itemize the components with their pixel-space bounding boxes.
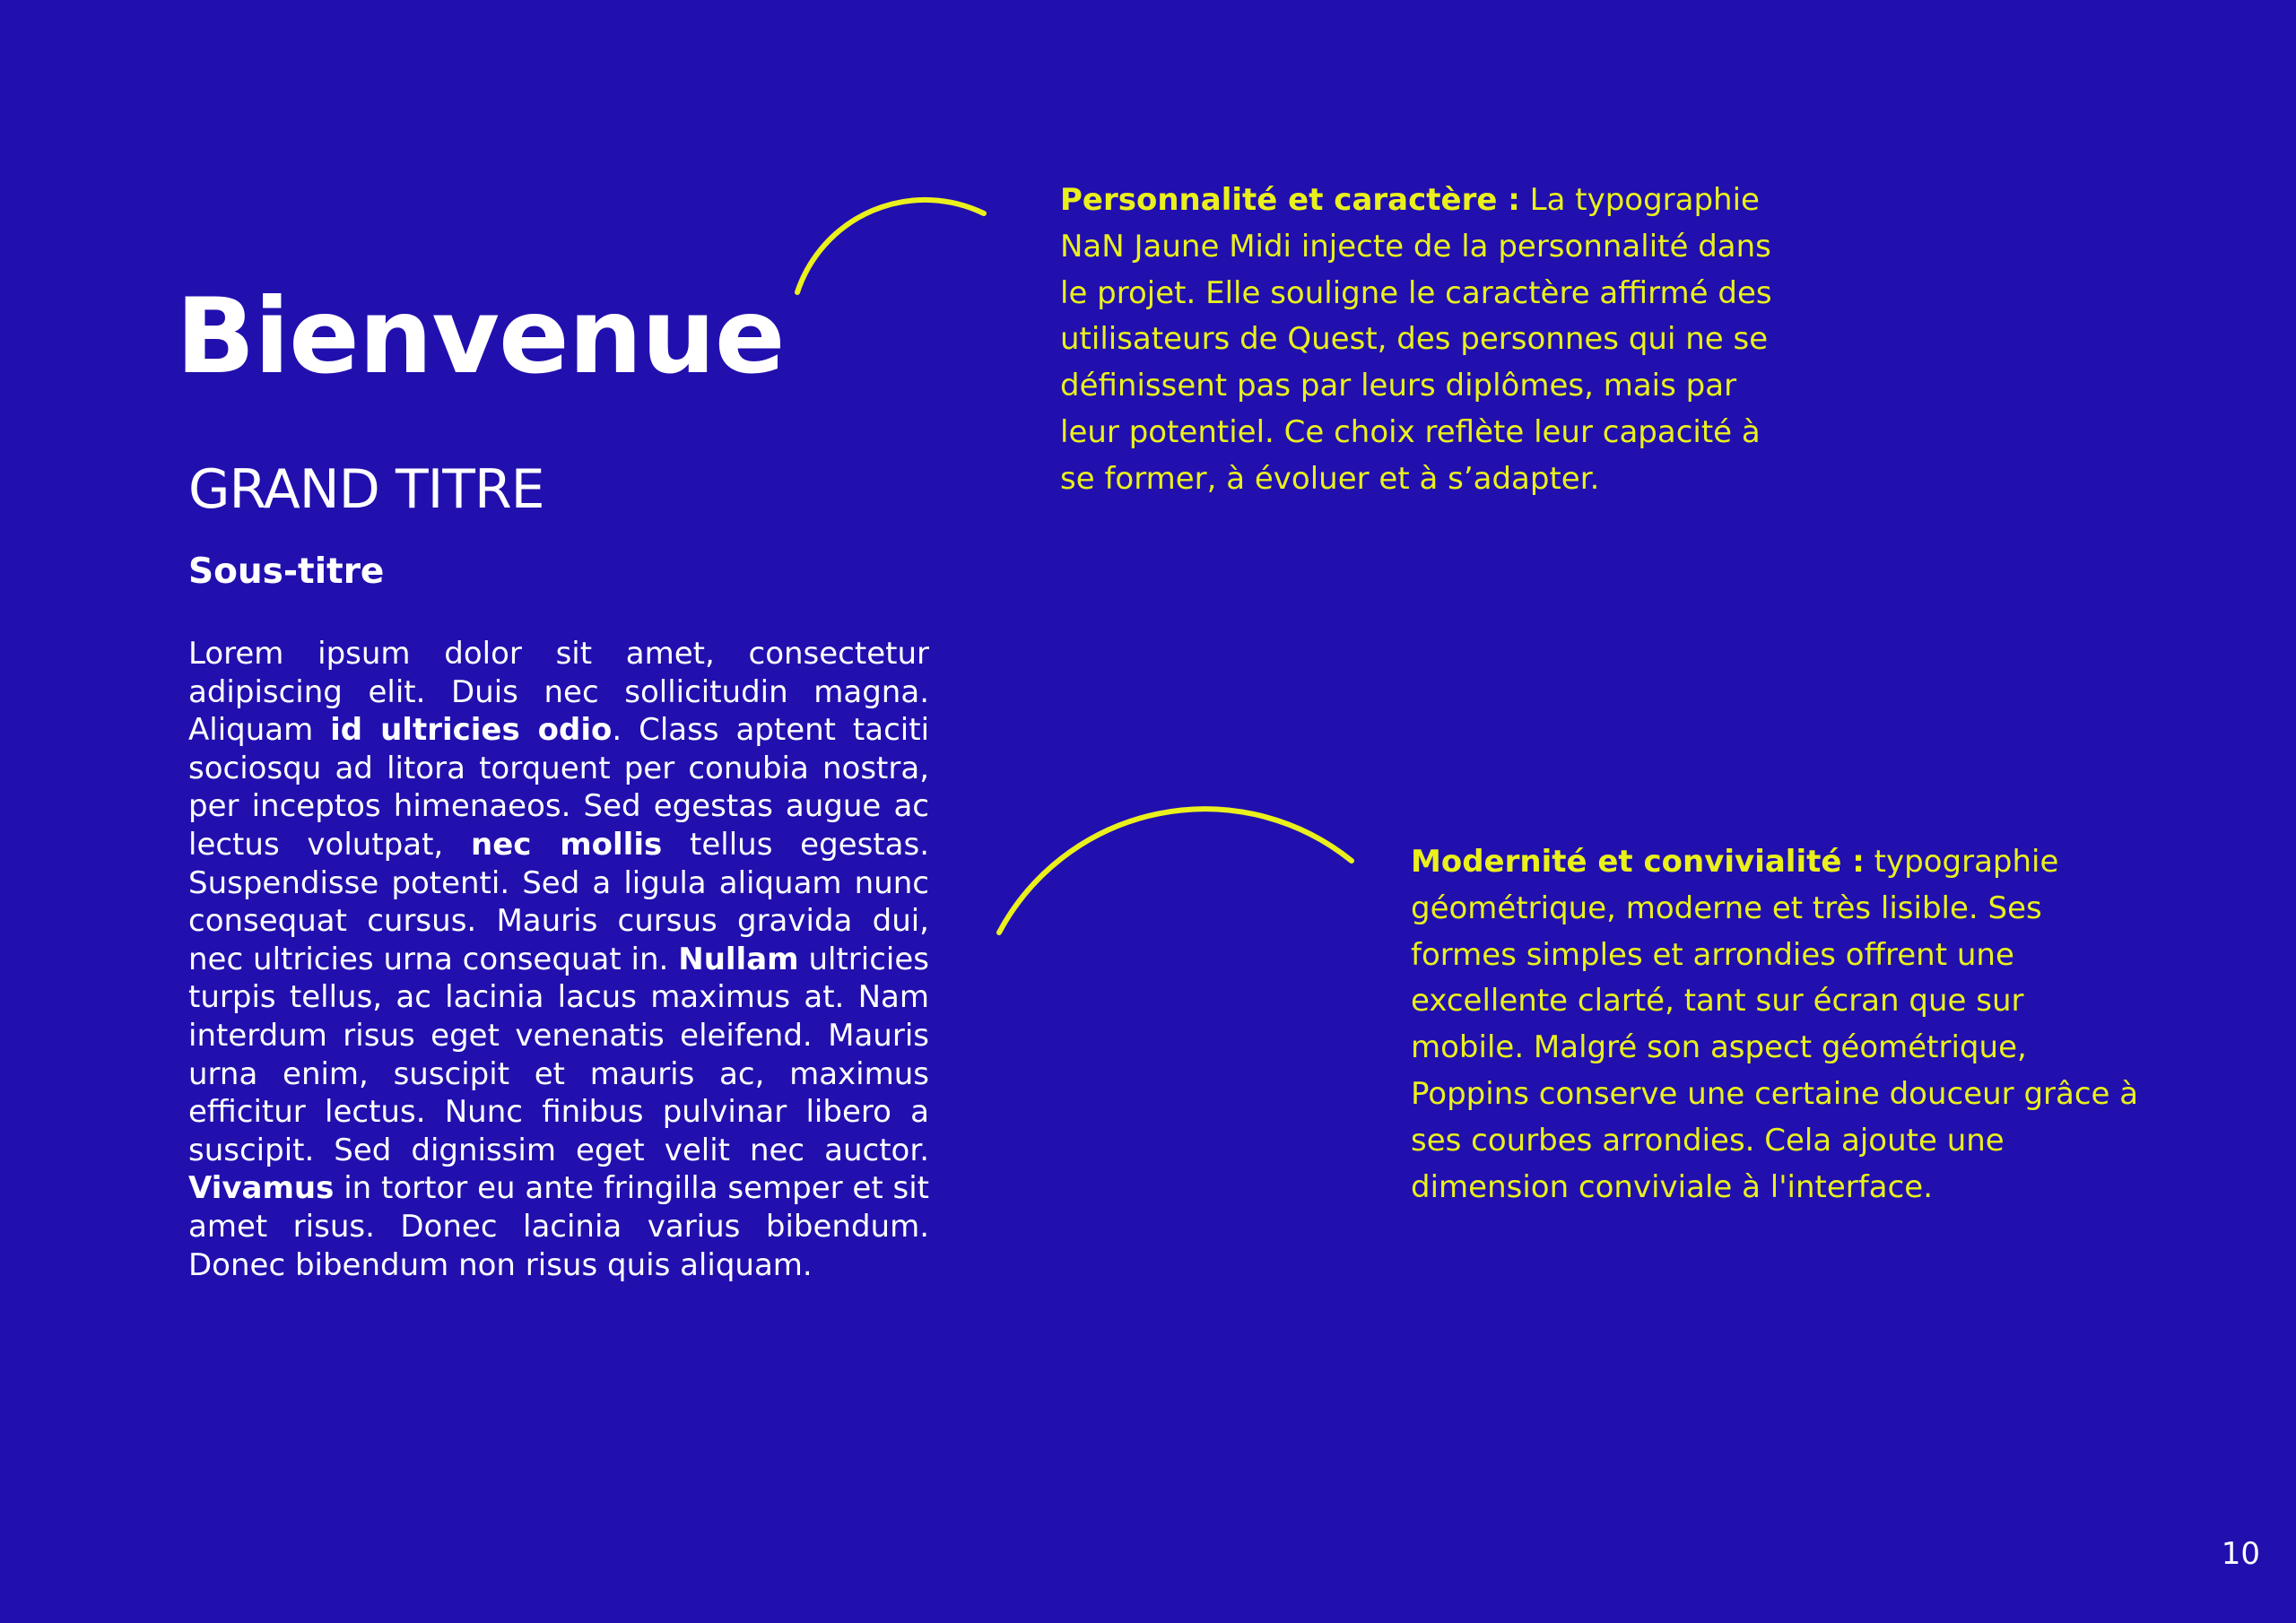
page-number: 10 <box>2221 1536 2260 1572</box>
body-text-segment: ultricies turpis tellus, ac lacinia lacus maximus at. Nam interdum risus eget venenatis eleifend. Mauris urna enim, suscipit et mauris ac, maximus efficitur lectus. Nunc finibus pulvinar libero a suscipit. Sed dignissim eget velit nec auctor. <box>188 941 929 1168</box>
callout-heading: Modernité et convivialité : <box>1411 844 1865 880</box>
body-bold-segment: Nullam <box>678 941 799 977</box>
page-title: GRAND TITRE <box>188 458 544 521</box>
callout-text: typographie géométrique, moderne et très lisible. Ses formes simples et arrondies offrent une excellente clarté, tant sur écran que sur mobile. Malgré son aspect géométrique, Poppins conserve une certaine douceur grâce à ses courbes arrondies. Cela ajoute une dimension conviviale à l'interface. <box>1411 844 2139 1205</box>
body-bold-segment: id ultricies odio <box>330 712 613 749</box>
welcome-heading: Bienvenue <box>176 276 785 397</box>
body-text-segment: tellus egestas. Suspendisse potenti. Sed a ligula aliquam nunc consequat cursus. Mauris cursus gravida dui, nec ultricies urna consequat in. <box>188 826 930 977</box>
body-bold-segment: Vivamus <box>188 1170 335 1207</box>
body-text-segment: . Class aptent taciti sociosqu ad litora torquent per conubia nostra, per inceptos himenaeos. Sed egestas augue ac lectus volutpat, <box>188 712 930 863</box>
body-bold-segment: nec mollis <box>471 826 663 863</box>
body-text-segment: Lorem ipsum dolor sit amet, consectetur adipiscing elit. Duis nec sollicitudin magna. Aliquam <box>188 636 929 749</box>
callout-heading: Personnalité et caractère : <box>1060 182 1520 218</box>
arc-decoration-bottom <box>999 809 1352 933</box>
subtitle: Sous-titre <box>188 551 385 592</box>
callout-personality <box>1060 178 1796 503</box>
body-paragraph <box>188 635 929 1284</box>
body-text-segment: in tortor eu ante fringilla semper et sit amet risus. Donec lacinia varius bibendum. Donec bibendum non risus quis aliquam. <box>188 1170 929 1283</box>
callout-modernity <box>1411 839 2146 1211</box>
callout-text: La typographie NaN Jaune Midi injecte de la personnalité dans le projet. Elle souligne le caractère affirmé des utilisateurs de Quest, des personnes qui ne se définissent pas par leurs diplômes, mais par leur potentiel. Ce choix reflète leur capacité à se former, à évoluer et à s’adapter. <box>1060 182 1772 497</box>
arc-decoration-top <box>797 200 984 292</box>
